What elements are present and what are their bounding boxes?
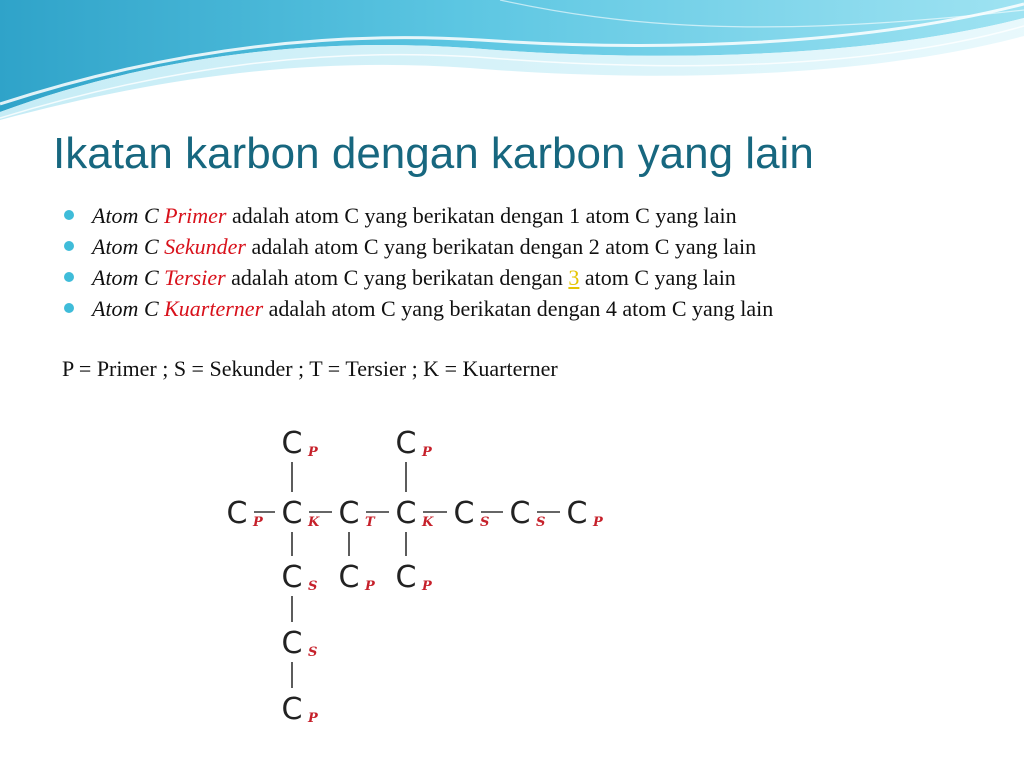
- atom-type-label: P: [593, 515, 603, 530]
- bullet-prefix: Atom C: [92, 296, 165, 321]
- bullet-term: Sekunder: [164, 234, 246, 259]
- bullet-item-kuarterner: [62, 293, 773, 324]
- atom-symbol: C: [395, 496, 417, 531]
- bullet-item-sekunder: [62, 231, 773, 262]
- wave-header-decoration: [0, 0, 1024, 130]
- bullet-prefix: Atom C: [92, 203, 165, 228]
- atom-type-label: P: [308, 445, 318, 460]
- atom-symbol: C: [338, 496, 360, 531]
- bullet-dot-icon: [64, 272, 74, 282]
- atom-symbol: C: [281, 626, 303, 661]
- atom-symbol: C: [453, 496, 475, 531]
- atom-symbol: C: [226, 496, 248, 531]
- molecule-svg: [202, 400, 622, 738]
- bullet-text: adalah atom C yang berikatan dengan: [225, 265, 569, 290]
- atom-symbol: C: [338, 560, 360, 595]
- bullet-term: Primer: [164, 203, 227, 228]
- bullet-dot-icon: [64, 303, 74, 313]
- atom-type-label: P: [253, 515, 263, 530]
- bullet-text: adalah atom C yang berikatan dengan: [226, 203, 570, 228]
- atom-symbol: C: [281, 496, 303, 531]
- bullet-prefix: Atom C: [92, 234, 165, 259]
- bullet-count: 1: [569, 203, 581, 228]
- atom-type-label: T: [365, 515, 375, 530]
- bullet-term: Kuarterner: [164, 296, 264, 321]
- bullet-text-end: atom C yang lain: [599, 234, 757, 259]
- atom-symbol: C: [281, 692, 303, 727]
- atom-type-label: K: [422, 515, 434, 530]
- slide-title: Ikatan karbon dengan karbon yang lain: [53, 129, 814, 178]
- bullet-count-highlighted: 3: [568, 265, 580, 290]
- legend-text: P = Primer ; S = Sekunder ; T = Tersier ; K = Kuarterner: [62, 356, 558, 381]
- bullet-dot-icon: [64, 210, 74, 220]
- bullet-dot-icon: [64, 241, 74, 251]
- bullet-text-end: atom C yang lain: [580, 203, 737, 228]
- atom-type-label: P: [422, 579, 432, 594]
- bullet-term: Tersier: [164, 265, 226, 290]
- atom-type-label: S: [536, 515, 546, 530]
- bullet-item-tersier: [62, 262, 773, 293]
- bullet-prefix: Atom C: [92, 265, 165, 290]
- atom-type-label: P: [308, 711, 318, 726]
- bullet-text-end: atom C yang lain: [579, 265, 736, 290]
- atom-symbol: C: [281, 560, 303, 595]
- atom-type-label: S: [308, 579, 318, 594]
- definition-list: [62, 200, 773, 324]
- atom-type-label: S: [480, 515, 490, 530]
- atom-symbol: C: [395, 426, 417, 461]
- bullet-text: adalah atom C yang berikatan dengan: [263, 296, 606, 321]
- carbon-structure-diagram: [202, 400, 622, 738]
- bullet-count: 4: [605, 296, 617, 321]
- atom-symbol: C: [566, 496, 588, 531]
- bullet-text-end: atom C yang lain: [616, 296, 774, 321]
- atom-symbol: C: [395, 560, 417, 595]
- bullet-count: 2: [588, 234, 600, 259]
- bullet-item-primer: [62, 200, 773, 231]
- atom-symbol: C: [509, 496, 531, 531]
- atom-symbol: C: [281, 426, 303, 461]
- atom-type-label: P: [365, 579, 375, 594]
- atom-type-label: K: [308, 515, 320, 530]
- atom-type-label: S: [308, 645, 318, 660]
- atom-type-label: P: [422, 445, 432, 460]
- bullet-text: adalah atom C yang berikatan dengan: [245, 234, 589, 259]
